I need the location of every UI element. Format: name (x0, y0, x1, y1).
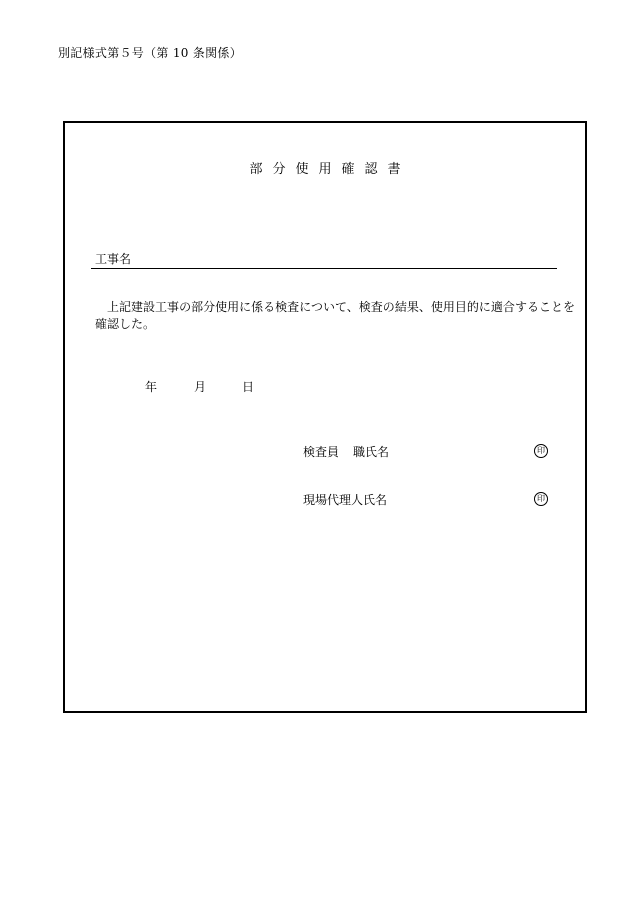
inspector-role: 検査員 (303, 445, 340, 459)
inspector-label (303, 443, 389, 460)
confirmation-statement: 上記建設工事の部分使用に係る検査について、検査の結果、使用目的に適合することを確認した。 (95, 300, 575, 331)
inspector-seal-icon: 印 (534, 444, 548, 458)
date-day-label: 日 (242, 380, 255, 394)
document-frame (63, 121, 587, 713)
site-agent-signature-row (65, 491, 585, 508)
form-number-label: 別記様式第５号（第 10 条関係） (58, 46, 242, 60)
inspector-signature-row (65, 443, 585, 460)
inspector-name-field-label: 職氏名 (353, 445, 390, 459)
document-title: 部分使用確認書 (249, 162, 411, 177)
date-month-label: 月 (194, 380, 207, 394)
site-agent-label: 現場代理人氏名 (303, 493, 388, 507)
date-row (65, 378, 585, 395)
date-year-label: 年 (145, 380, 158, 394)
site-agent-seal-icon: 印 (534, 492, 548, 506)
project-name-field[interactable] (91, 251, 557, 269)
project-name-label: 工事名 (95, 252, 132, 266)
